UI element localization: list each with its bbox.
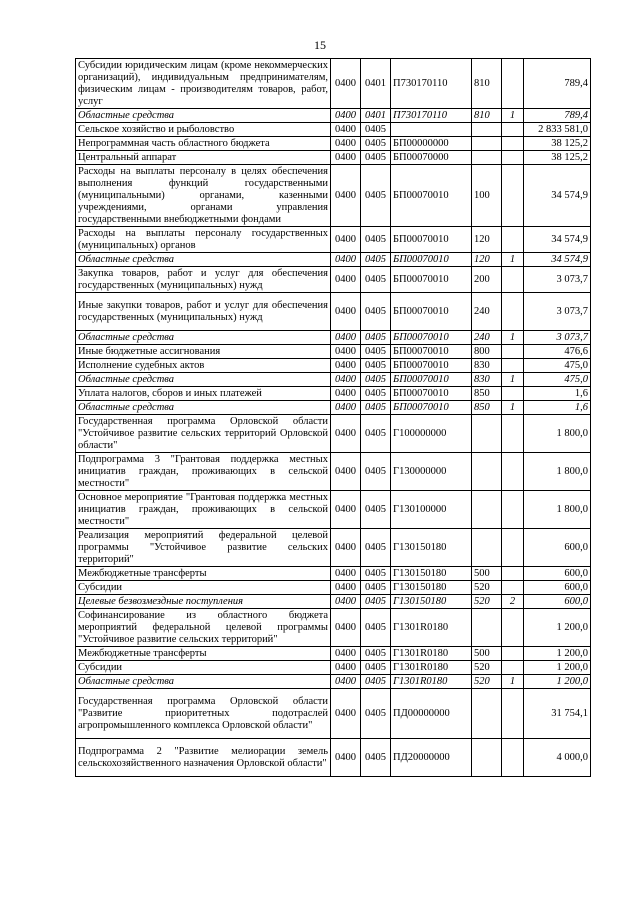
- expense-type-cell: [472, 689, 502, 739]
- subsection-code-cell: 0405: [361, 345, 391, 359]
- table-row: [76, 165, 591, 227]
- amount-cell: 600,0: [524, 581, 591, 595]
- subsection-code-cell: 0405: [361, 253, 391, 267]
- table-row: [76, 59, 591, 109]
- expense-type-cell: 830: [472, 359, 502, 373]
- funding-source-cell: [502, 491, 524, 529]
- row-name-cell: Центральный аппарат: [76, 151, 331, 165]
- target-article-cell: [391, 123, 472, 137]
- table-row: [76, 401, 591, 415]
- expense-type-cell: 520: [472, 581, 502, 595]
- subsection-code-cell: 0405: [361, 387, 391, 401]
- funding-source-cell: [502, 227, 524, 253]
- expense-type-cell: 240: [472, 331, 502, 345]
- table-row: [76, 581, 591, 595]
- amount-cell: 600,0: [524, 529, 591, 567]
- subsection-code-cell: 0405: [361, 675, 391, 689]
- target-article-cell: Г130100000: [391, 491, 472, 529]
- row-name-cell: Государственная программа Орловской области "Развитие приоритетных подотраслей агропромышленного комплекса Орловской области": [76, 689, 331, 739]
- subsection-code-cell: 0405: [361, 331, 391, 345]
- row-name-cell: Субсидии юридическим лицам (кроме некоммерческих организаций), индивидуальным предпринимателям, физическим лицам - производителям товаров, работ, услуг: [76, 59, 331, 109]
- funding-source-cell: [502, 647, 524, 661]
- funding-source-cell: [502, 609, 524, 647]
- section-code-cell: 0400: [331, 675, 361, 689]
- subsection-code-cell: 0405: [361, 151, 391, 165]
- expense-type-cell: 830: [472, 373, 502, 387]
- amount-cell: 34 574,9: [524, 165, 591, 227]
- amount-cell: 3 073,7: [524, 267, 591, 293]
- table-row: [76, 689, 591, 739]
- expense-type-cell: 120: [472, 227, 502, 253]
- funding-source-cell: 1: [502, 675, 524, 689]
- section-code-cell: 0400: [331, 331, 361, 345]
- funding-source-cell: [502, 59, 524, 109]
- row-name-cell: Межбюджетные трансферты: [76, 647, 331, 661]
- expense-type-cell: 100: [472, 165, 502, 227]
- section-code-cell: 0400: [331, 689, 361, 739]
- amount-cell: 1 200,0: [524, 661, 591, 675]
- section-code-cell: 0400: [331, 109, 361, 123]
- table-row: [76, 567, 591, 581]
- section-code-cell: 0400: [331, 739, 361, 777]
- table-row: [76, 609, 591, 647]
- amount-cell: 31 754,1: [524, 689, 591, 739]
- expense-type-cell: 120: [472, 253, 502, 267]
- expense-type-cell: [472, 609, 502, 647]
- subsection-code-cell: 0405: [361, 453, 391, 491]
- expense-type-cell: 850: [472, 387, 502, 401]
- section-code-cell: 0400: [331, 267, 361, 293]
- amount-cell: 1 800,0: [524, 453, 591, 491]
- funding-source-cell: [502, 739, 524, 777]
- amount-cell: 789,4: [524, 109, 591, 123]
- funding-source-cell: 1: [502, 331, 524, 345]
- row-name-cell: Софинансирование из областного бюджета мероприятий федеральной целевой программы "Устойчивое развитие сельских территорий": [76, 609, 331, 647]
- subsection-code-cell: 0405: [361, 137, 391, 151]
- row-name-cell: Областные средства: [76, 401, 331, 415]
- target-article-cell: БП00070010: [391, 373, 472, 387]
- target-article-cell: Г130150180: [391, 595, 472, 609]
- expense-type-cell: [472, 739, 502, 777]
- section-code-cell: 0400: [331, 123, 361, 137]
- section-code-cell: 0400: [331, 59, 361, 109]
- target-article-cell: Г100000000: [391, 415, 472, 453]
- funding-source-cell: [502, 453, 524, 491]
- subsection-code-cell: 0405: [361, 567, 391, 581]
- target-article-cell: Г130150180: [391, 581, 472, 595]
- funding-source-cell: [502, 137, 524, 151]
- target-article-cell: БП00070000: [391, 151, 472, 165]
- table-row: [76, 253, 591, 267]
- amount-cell: 1 200,0: [524, 609, 591, 647]
- row-name-cell: Закупка товаров, работ и услуг для обеспечения государственных (муниципальных) нужд: [76, 267, 331, 293]
- amount-cell: 1 800,0: [524, 415, 591, 453]
- subsection-code-cell: 0405: [361, 359, 391, 373]
- subsection-code-cell: 0401: [361, 109, 391, 123]
- table-row: [76, 151, 591, 165]
- row-name-cell: Субсидии: [76, 581, 331, 595]
- row-name-cell: Исполнение судебных актов: [76, 359, 331, 373]
- target-article-cell: Г130150180: [391, 567, 472, 581]
- funding-source-cell: [502, 415, 524, 453]
- target-article-cell: Г1301R0180: [391, 675, 472, 689]
- row-name-cell: Уплата налогов, сборов и иных платежей: [76, 387, 331, 401]
- expense-type-cell: 200: [472, 267, 502, 293]
- expense-type-cell: [472, 453, 502, 491]
- funding-source-cell: [502, 387, 524, 401]
- expense-type-cell: 810: [472, 59, 502, 109]
- amount-cell: 1,6: [524, 387, 591, 401]
- amount-cell: 34 574,9: [524, 253, 591, 267]
- target-article-cell: ПД20000000: [391, 739, 472, 777]
- table-row: [76, 739, 591, 777]
- amount-cell: 38 125,2: [524, 137, 591, 151]
- budget-table-body: [76, 59, 591, 777]
- amount-cell: 3 073,7: [524, 331, 591, 345]
- section-code-cell: 0400: [331, 567, 361, 581]
- expense-type-cell: 240: [472, 293, 502, 331]
- subsection-code-cell: 0405: [361, 165, 391, 227]
- subsection-code-cell: 0405: [361, 689, 391, 739]
- section-code-cell: 0400: [331, 345, 361, 359]
- table-row: [76, 137, 591, 151]
- amount-cell: 475,0: [524, 373, 591, 387]
- row-name-cell: Иные бюджетные ассигнования: [76, 345, 331, 359]
- target-article-cell: Г130150180: [391, 529, 472, 567]
- target-article-cell: П730170110: [391, 109, 472, 123]
- target-article-cell: ПД00000000: [391, 689, 472, 739]
- subsection-code-cell: 0405: [361, 123, 391, 137]
- table-row: [76, 529, 591, 567]
- section-code-cell: 0400: [331, 227, 361, 253]
- funding-source-cell: 1: [502, 109, 524, 123]
- subsection-code-cell: 0405: [361, 373, 391, 387]
- table-row: [76, 331, 591, 345]
- table-row: [76, 227, 591, 253]
- expense-type-cell: 810: [472, 109, 502, 123]
- row-name-cell: Сельское хозяйство и рыболовство: [76, 123, 331, 137]
- target-article-cell: Г1301R0180: [391, 609, 472, 647]
- table-row: [76, 359, 591, 373]
- section-code-cell: 0400: [331, 595, 361, 609]
- expense-type-cell: [472, 529, 502, 567]
- subsection-code-cell: 0405: [361, 415, 391, 453]
- funding-source-cell: [502, 293, 524, 331]
- target-article-cell: БП00070010: [391, 345, 472, 359]
- target-article-cell: БП00070010: [391, 331, 472, 345]
- section-code-cell: 0400: [331, 491, 361, 529]
- funding-source-cell: [502, 345, 524, 359]
- amount-cell: 3 073,7: [524, 293, 591, 331]
- table-row: [76, 415, 591, 453]
- table-row: [76, 387, 591, 401]
- row-name-cell: Областные средства: [76, 675, 331, 689]
- funding-source-cell: 1: [502, 401, 524, 415]
- budget-table: [75, 58, 591, 777]
- expense-type-cell: 800: [472, 345, 502, 359]
- target-article-cell: Г1301R0180: [391, 647, 472, 661]
- expense-type-cell: [472, 415, 502, 453]
- section-code-cell: 0400: [331, 151, 361, 165]
- table-row: [76, 373, 591, 387]
- expense-type-cell: [472, 151, 502, 165]
- row-name-cell: Реализация мероприятий федеральной целевой программы "Устойчивое развитие сельских территорий": [76, 529, 331, 567]
- table-row: [76, 491, 591, 529]
- row-name-cell: Целевые безвозмездные поступления: [76, 595, 331, 609]
- target-article-cell: БП00070010: [391, 165, 472, 227]
- section-code-cell: 0400: [331, 165, 361, 227]
- funding-source-cell: 1: [502, 373, 524, 387]
- expense-type-cell: [472, 123, 502, 137]
- section-code-cell: 0400: [331, 529, 361, 567]
- subsection-code-cell: 0405: [361, 401, 391, 415]
- row-name-cell: Областные средства: [76, 331, 331, 345]
- row-name-cell: Иные закупки товаров, работ и услуг для обеспечения государственных (муниципальных) нужд: [76, 293, 331, 331]
- table-row: [76, 647, 591, 661]
- target-article-cell: БП00070010: [391, 401, 472, 415]
- funding-source-cell: [502, 267, 524, 293]
- funding-source-cell: [502, 581, 524, 595]
- table-row: [76, 661, 591, 675]
- amount-cell: 475,0: [524, 359, 591, 373]
- expense-type-cell: 500: [472, 647, 502, 661]
- section-code-cell: 0400: [331, 453, 361, 491]
- section-code-cell: 0400: [331, 137, 361, 151]
- target-article-cell: П730170110: [391, 59, 472, 109]
- row-name-cell: Расходы на выплаты персоналу в целях обеспечения выполнения функций государственными (муниципальными) органами, казенными учреждениями, органами управления государственными внебюджетными фондами: [76, 165, 331, 227]
- funding-source-cell: 2: [502, 595, 524, 609]
- row-name-cell: Областные средства: [76, 373, 331, 387]
- expense-type-cell: 500: [472, 567, 502, 581]
- section-code-cell: 0400: [331, 359, 361, 373]
- subsection-code-cell: 0405: [361, 491, 391, 529]
- amount-cell: 1 800,0: [524, 491, 591, 529]
- table-row: [76, 109, 591, 123]
- row-name-cell: Областные средства: [76, 253, 331, 267]
- amount-cell: 4 000,0: [524, 739, 591, 777]
- subsection-code-cell: 0405: [361, 267, 391, 293]
- section-code-cell: 0400: [331, 609, 361, 647]
- amount-cell: 600,0: [524, 595, 591, 609]
- table-row: [76, 595, 591, 609]
- target-article-cell: БП00070010: [391, 387, 472, 401]
- row-name-cell: Государственная программа Орловской области "Устойчивое развитие сельских территорий Орловской области": [76, 415, 331, 453]
- subsection-code-cell: 0405: [361, 739, 391, 777]
- amount-cell: 476,6: [524, 345, 591, 359]
- amount-cell: 1 200,0: [524, 647, 591, 661]
- page-number: 15: [314, 38, 326, 52]
- subsection-code-cell: 0405: [361, 529, 391, 567]
- expense-type-cell: 520: [472, 675, 502, 689]
- expense-type-cell: [472, 137, 502, 151]
- section-code-cell: 0400: [331, 647, 361, 661]
- table-row: [76, 345, 591, 359]
- expense-type-cell: 850: [472, 401, 502, 415]
- target-article-cell: БП00070010: [391, 253, 472, 267]
- funding-source-cell: 1: [502, 253, 524, 267]
- target-article-cell: БП00070010: [391, 227, 472, 253]
- expense-type-cell: 520: [472, 595, 502, 609]
- amount-cell: 1 200,0: [524, 675, 591, 689]
- subsection-code-cell: 0405: [361, 609, 391, 647]
- section-code-cell: 0400: [331, 581, 361, 595]
- table-row: [76, 123, 591, 137]
- row-name-cell: Основное мероприятие "Грантовая поддержка местных инициатив граждан, проживающих в сельской местности": [76, 491, 331, 529]
- amount-cell: 38 125,2: [524, 151, 591, 165]
- row-name-cell: Субсидии: [76, 661, 331, 675]
- table-row: [76, 267, 591, 293]
- amount-cell: 789,4: [524, 59, 591, 109]
- subsection-code-cell: 0405: [361, 647, 391, 661]
- expense-type-cell: 520: [472, 661, 502, 675]
- subsection-code-cell: 0405: [361, 595, 391, 609]
- subsection-code-cell: 0405: [361, 227, 391, 253]
- funding-source-cell: [502, 359, 524, 373]
- row-name-cell: Подпрограмма 3 "Грантовая поддержка местных инициатив граждан, проживающих в сельской местности": [76, 453, 331, 491]
- section-code-cell: 0400: [331, 387, 361, 401]
- amount-cell: 34 574,9: [524, 227, 591, 253]
- subsection-code-cell: 0405: [361, 293, 391, 331]
- funding-source-cell: [502, 529, 524, 567]
- section-code-cell: 0400: [331, 373, 361, 387]
- section-code-cell: 0400: [331, 293, 361, 331]
- table-row: [76, 675, 591, 689]
- row-name-cell: Подпрограмма 2 "Развитие мелиорации земель сельскохозяйственного назначения Орловской области": [76, 739, 331, 777]
- amount-cell: 2 833 581,0: [524, 123, 591, 137]
- target-article-cell: БП00070010: [391, 359, 472, 373]
- expense-type-cell: [472, 491, 502, 529]
- table-row: [76, 293, 591, 331]
- section-code-cell: 0400: [331, 253, 361, 267]
- amount-cell: 600,0: [524, 567, 591, 581]
- row-name-cell: Межбюджетные трансферты: [76, 567, 331, 581]
- funding-source-cell: [502, 661, 524, 675]
- target-article-cell: БП00070010: [391, 293, 472, 331]
- subsection-code-cell: 0401: [361, 59, 391, 109]
- subsection-code-cell: 0405: [361, 581, 391, 595]
- section-code-cell: 0400: [331, 401, 361, 415]
- funding-source-cell: [502, 165, 524, 227]
- section-code-cell: 0400: [331, 661, 361, 675]
- funding-source-cell: [502, 123, 524, 137]
- section-code-cell: 0400: [331, 415, 361, 453]
- row-name-cell: Непрограммная часть областного бюджета: [76, 137, 331, 151]
- funding-source-cell: [502, 689, 524, 739]
- amount-cell: 1,6: [524, 401, 591, 415]
- subsection-code-cell: 0405: [361, 661, 391, 675]
- target-article-cell: Г1301R0180: [391, 661, 472, 675]
- target-article-cell: БП00000000: [391, 137, 472, 151]
- funding-source-cell: [502, 567, 524, 581]
- funding-source-cell: [502, 151, 524, 165]
- row-name-cell: Областные средства: [76, 109, 331, 123]
- table-row: [76, 453, 591, 491]
- target-article-cell: Г130000000: [391, 453, 472, 491]
- row-name-cell: Расходы на выплаты персоналу государственных (муниципальных) органов: [76, 227, 331, 253]
- target-article-cell: БП00070010: [391, 267, 472, 293]
